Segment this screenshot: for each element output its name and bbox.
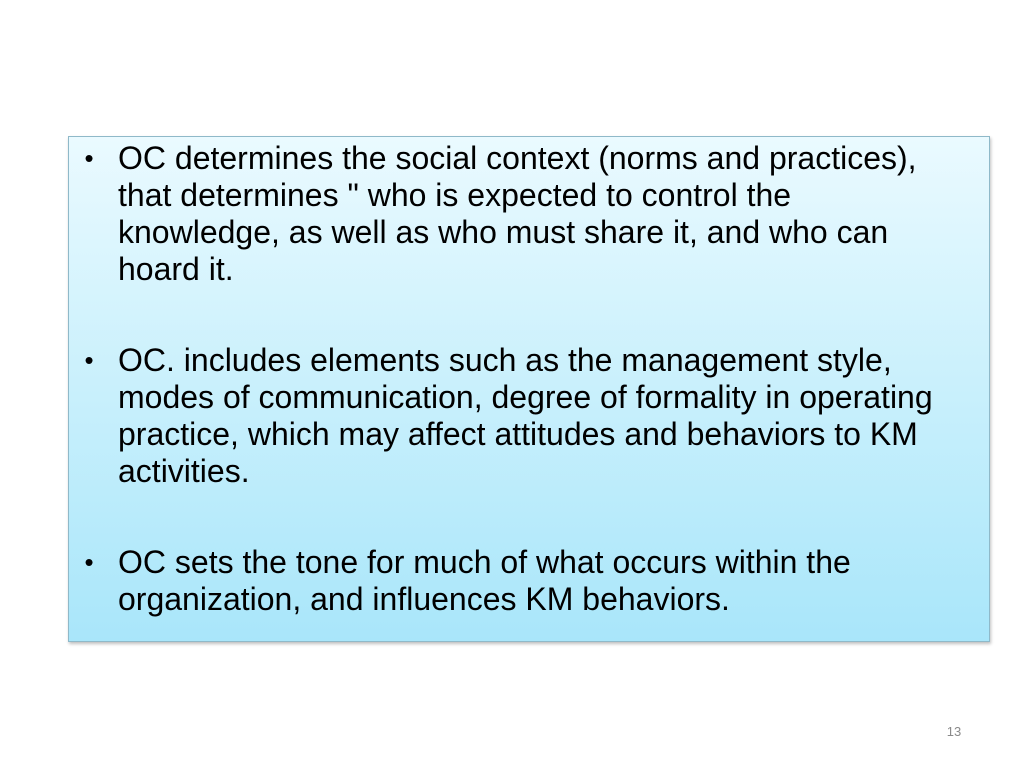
bullet-list (69, 140, 989, 618)
bullet-text: OC sets the tone for much of what occurs within the organization, and influences KM behaviors. (118, 544, 851, 617)
page-number: 13 (946, 724, 962, 739)
bullet-icon: • (84, 143, 94, 173)
content-box (68, 136, 990, 642)
bullet-item (69, 140, 989, 288)
bullet-icon: • (84, 547, 94, 577)
bullet-text: OC determines the social context (norms and practices), that determines " who is expected to control the knowledge, as well as who must share it, and who can hoard it. (118, 140, 917, 287)
bullet-item (69, 544, 989, 618)
bullet-item (69, 342, 989, 490)
bullet-icon: • (84, 345, 94, 375)
bullet-text: OC. includes elements such as the management style, modes of communication, degree of formality in operating practice, which may affect attitudes and behaviors to KM activities. (118, 342, 933, 489)
